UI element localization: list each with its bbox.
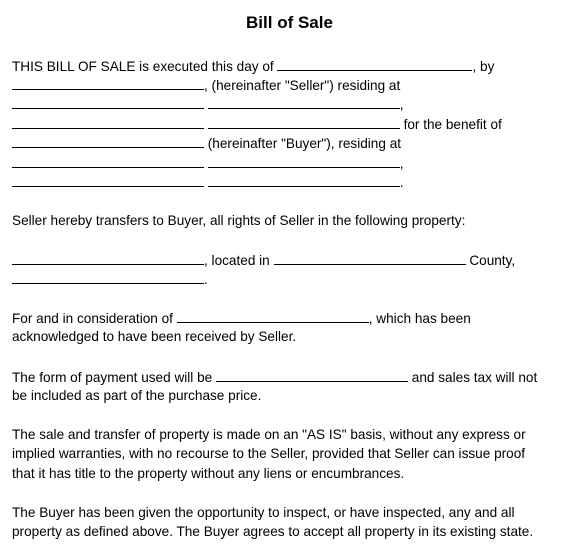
buyer-address-blank-2[interactable]	[208, 155, 400, 168]
comma: ,	[399, 97, 404, 112]
period: .	[399, 175, 404, 190]
buyer-name-blank[interactable]	[12, 135, 204, 148]
inspection-line-1: The Buyer has been given the opportunity to inspect, or have inspected, any and all	[12, 505, 515, 520]
property-line-1	[12, 252, 515, 269]
seller-address-blank-1[interactable]	[12, 96, 204, 109]
inspection-line-2: property as defined above. The Buyer agrees to accept all property in its existing state.	[12, 524, 534, 539]
intro-line-2	[12, 77, 400, 94]
payment-text: The form of payment used will be	[12, 370, 213, 385]
as-is-line-3: that it has title to the property without any liens or encumbrances.	[12, 466, 405, 481]
payment-form-blank[interactable]	[216, 369, 408, 382]
seller-address-blank-2[interactable]	[208, 96, 400, 109]
intro-line-1	[12, 58, 494, 75]
buyer-label: (hereinafter "Buyer"), residing at	[207, 136, 402, 151]
property-description-blank-2[interactable]	[12, 271, 204, 284]
as-is-line-1: The sale and transfer of property is made on an "AS IS" basis, without any express or	[12, 427, 526, 442]
buyer-address-blank-3[interactable]	[12, 174, 204, 187]
buyer-address-blank-1[interactable]	[12, 155, 204, 168]
intro-text-by: , by	[472, 59, 495, 74]
payment-line-2: be included as part of the purchase price.	[12, 388, 262, 403]
seller-address-blank-4[interactable]	[208, 116, 400, 129]
seller-address-blank-3[interactable]	[12, 116, 204, 129]
as-is-line-2: implied warranties, with no recourse to the Seller, provided that Seller can issue proof	[12, 446, 526, 461]
seller-name-blank[interactable]	[12, 77, 204, 90]
intro-line-4	[12, 116, 502, 133]
transfer-statement: Seller hereby transfers to Buyer, all rights of Seller in the following property:	[12, 213, 466, 228]
intro-text: THIS BILL OF SALE is executed this day of	[12, 59, 274, 74]
date-blank[interactable]	[277, 58, 472, 71]
intro-line-6	[12, 155, 404, 172]
document-title: Bill of Sale	[246, 13, 333, 32]
county-blank[interactable]	[274, 252, 466, 265]
property-line-2	[12, 271, 208, 288]
located-in-text: , located in	[204, 253, 270, 268]
buyer-address-blank-4[interactable]	[208, 174, 400, 187]
period: .	[204, 272, 208, 287]
intro-line-5	[12, 135, 401, 152]
sales-tax-text: and sales tax will not	[411, 370, 538, 385]
comma: ,	[399, 156, 404, 171]
consideration-amount-blank[interactable]	[177, 310, 369, 323]
consideration-text: For and in consideration of	[12, 311, 173, 326]
property-description-blank[interactable]	[12, 252, 204, 265]
intro-line-3	[12, 96, 404, 113]
intro-line-7	[12, 174, 404, 191]
seller-label: , (hereinafter "Seller") residing at	[204, 78, 401, 93]
benefit-text: for the benefit of	[403, 117, 502, 132]
county-text: County,	[469, 253, 516, 268]
payment-line-1	[12, 369, 537, 386]
consideration-line-1	[12, 310, 471, 327]
received-text: , which has been	[368, 311, 471, 326]
consideration-line-2: acknowledged to have been received by Seller.	[12, 329, 297, 344]
